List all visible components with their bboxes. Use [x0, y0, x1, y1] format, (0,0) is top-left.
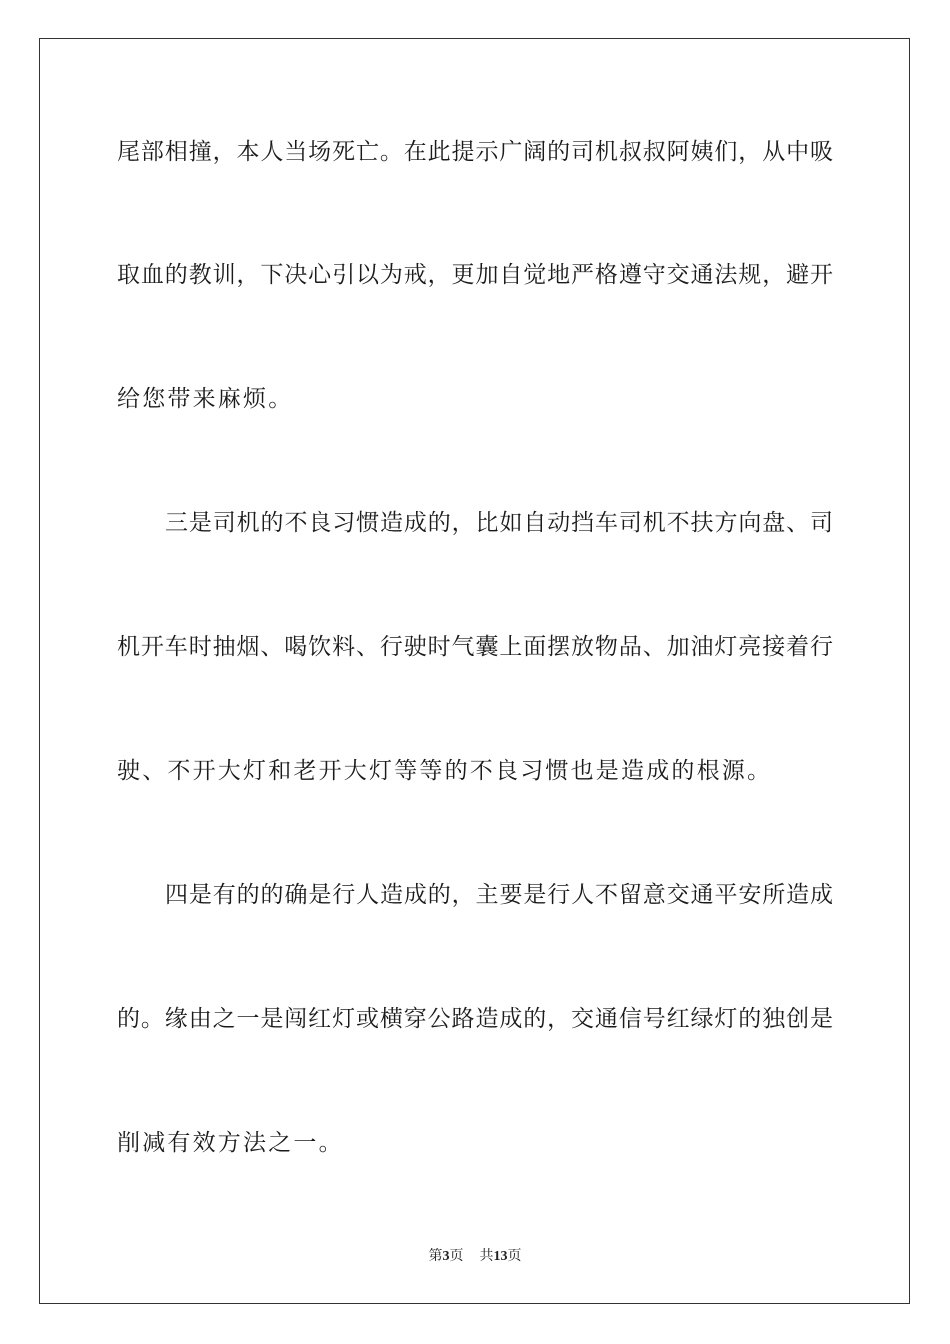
text-line: 削减有效方法之一。 [117, 1130, 344, 1156]
text-line: 机开车时抽烟、喝饮料、行驶时气囊上面摆放物品、加油灯亮接着行 [117, 634, 833, 660]
text-line: 给您带来麻烦。 [117, 386, 294, 412]
text-line: 尾部相撞，本人当场死亡。在此提示广阔的司机叔叔阿姨们，从中吸 [117, 139, 833, 165]
page-prefix: 第 [428, 1248, 443, 1264]
text-line: 驶、不开大灯和老开大灯等等的不良习惯也是造成的根源。 [117, 758, 773, 784]
page-number: 3 [442, 1249, 450, 1264]
total-pages: 13 [493, 1249, 508, 1264]
paragraph-start-line: 四是有的的确是行人造成的，主要是行人不留意交通平安所造成 [165, 882, 833, 908]
text-line: 取血的教训，下决心引以为戒，更加自觉地严格遵守交通法规，避开 [117, 262, 833, 288]
page-suffix: 页 [449, 1248, 464, 1264]
text-line: 的。缘由之一是闯红灯或横穿公路造成的，交通信号红绿灯的独创是 [117, 1006, 833, 1032]
page-border [39, 38, 910, 1304]
total-prefix: 共 [479, 1248, 494, 1264]
paragraph-start-line: 三是司机的不良习惯造成的，比如自动挡车司机不扶方向盘、司 [165, 510, 833, 536]
total-suffix: 页 [507, 1248, 522, 1264]
page-footer [0, 1247, 950, 1266]
